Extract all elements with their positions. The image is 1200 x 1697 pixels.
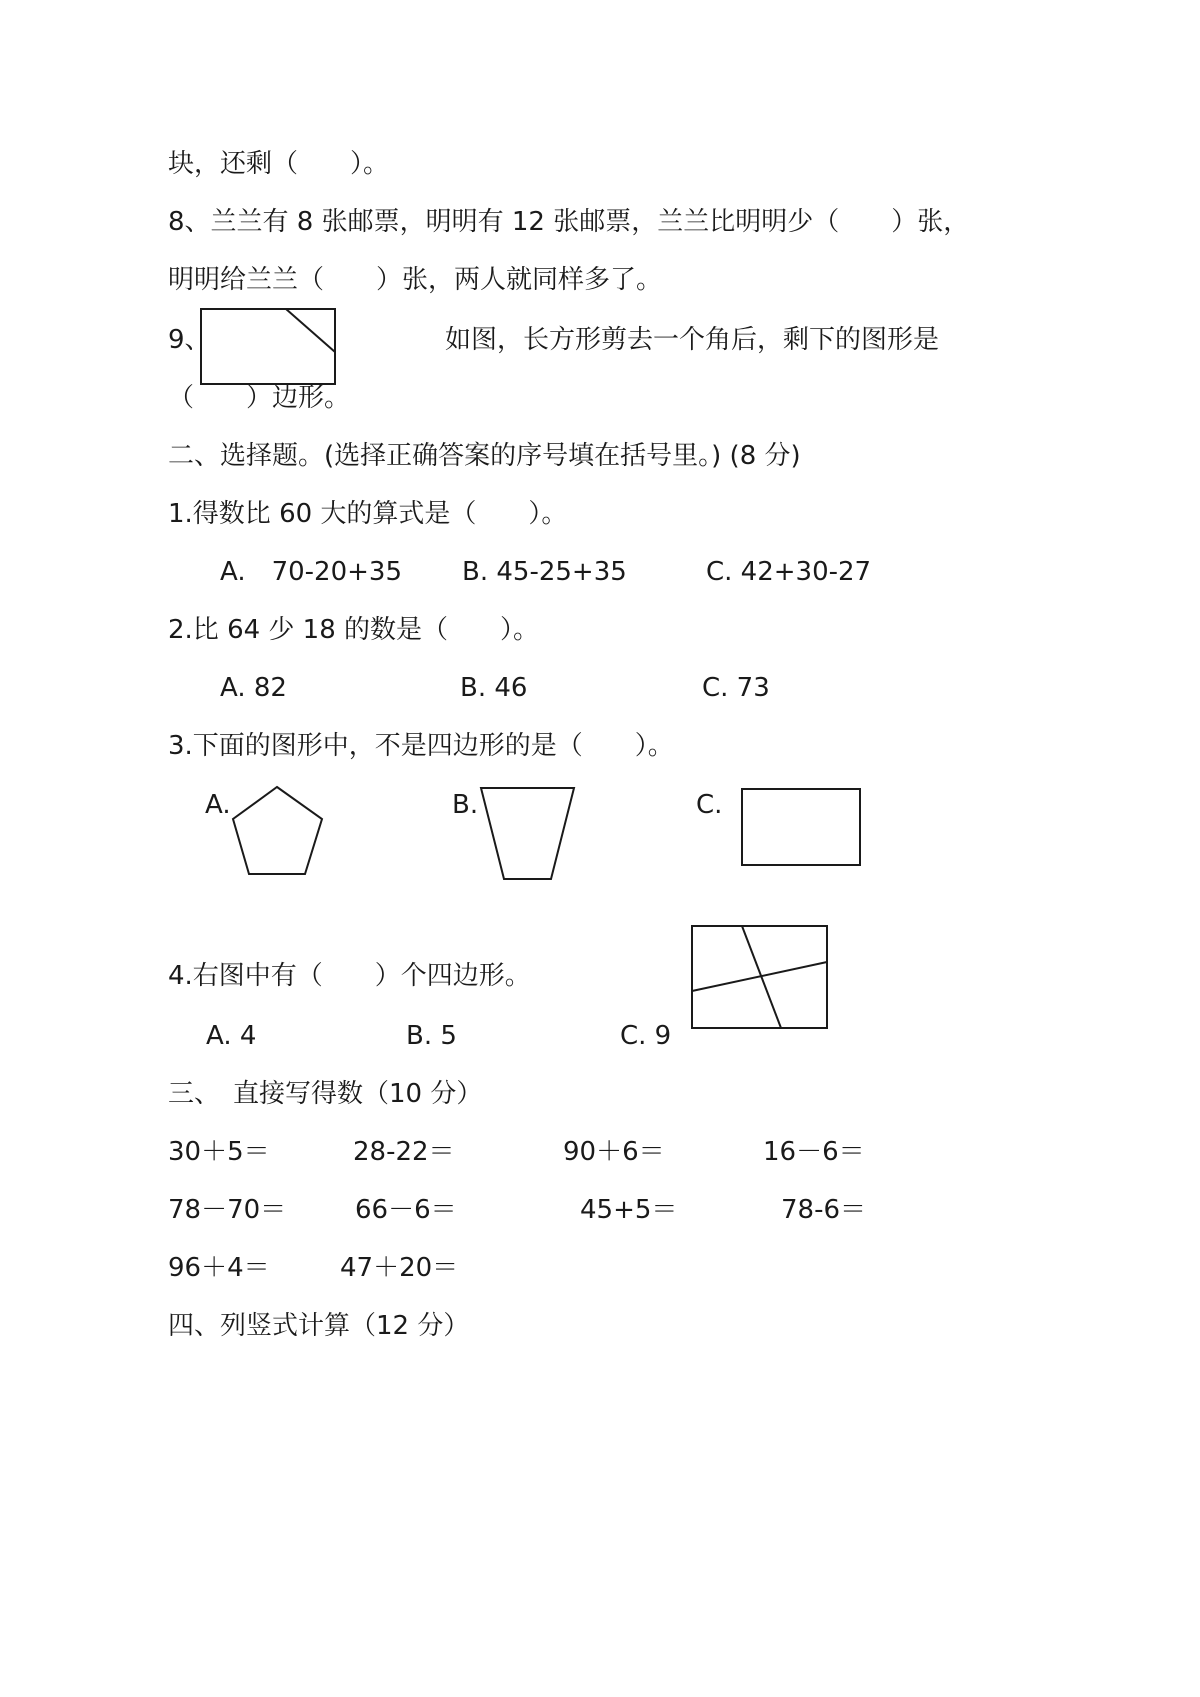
q7-tail: 块，还剩（ ）。 <box>168 149 390 179</box>
s3-r1-c4: 16－6＝ <box>763 1137 865 1167</box>
s3-r2-c1: 78－70＝ <box>168 1195 287 1225</box>
s2-q2-option-c: C. 73 <box>702 673 770 703</box>
section2-title: 二、选择题。(选择正确答案的序号填在括号里。) (8 分) <box>168 441 801 471</box>
s3-r1-c1: 30＋5＝ <box>168 1137 270 1167</box>
s2-q2-option-a: A. 82 <box>220 673 287 703</box>
s2-q4-stem: 4.右图中有（ ）个四边形。 <box>168 961 531 991</box>
s2-q4-option-b: B. 5 <box>406 1021 457 1051</box>
trapezoid-icon <box>479 786 577 884</box>
s2-q3-option-c: C. <box>696 790 723 820</box>
q9-number: 9、 <box>168 325 211 355</box>
s3-r1-c3: 90＋6＝ <box>563 1137 665 1167</box>
s2-q1-option-b: B. 45-25+35 <box>462 557 627 587</box>
q8-line1: 8、兰兰有 8 张邮票，明明有 12 张邮票，兰兰比明明少（ ）张， <box>168 207 970 237</box>
q9-cut-rectangle-figure <box>200 308 340 388</box>
s3-r3-c2: 47＋20＝ <box>340 1253 459 1283</box>
s3-r2-c3: 45+5＝ <box>580 1195 678 1225</box>
section3-title: 三、 直接写得数（10 分） <box>168 1079 483 1109</box>
s2-q4-option-c: C. 9 <box>620 1021 672 1051</box>
q9-rectangle-icon <box>201 309 335 384</box>
s2-q3-stem: 3.下面的图形中，不是四边形的是（ ）。 <box>168 731 674 761</box>
s2-q4-divided-rectangle-figure <box>690 924 832 1034</box>
q8-line2: 明明给兰兰（ ）张，两人就同样多了。 <box>168 265 663 295</box>
s2-q4-option-a: A. 4 <box>206 1021 257 1051</box>
rectangle-icon <box>741 788 865 870</box>
s2-q2-stem: 2.比 64 少 18 的数是（ ）。 <box>168 615 540 645</box>
s2-q2-option-b: B. 46 <box>460 673 528 703</box>
s2-q1-option-c: C. 42+30-27 <box>706 557 872 587</box>
s2-q3-option-b: B. <box>452 790 479 820</box>
s3-r2-c4: 78-6＝ <box>781 1195 867 1225</box>
q9-blank: （ ）边形。 <box>168 383 351 413</box>
s2-q1-option-a: A. 70-20+35 <box>220 557 403 587</box>
s3-r3-c1: 96＋4＝ <box>168 1253 270 1283</box>
q9-text: 如图，长方形剪去一个角后，剩下的图形是 <box>445 325 940 355</box>
s2-q3-option-a: A. <box>205 790 231 820</box>
s3-r2-c2: 66－6＝ <box>355 1195 457 1225</box>
s2-q1-stem: 1.得数比 60 大的算式是（ ）。 <box>168 499 568 529</box>
s3-r1-c2: 28-22＝ <box>353 1137 455 1167</box>
section4-title: 四、列竖式计算（12 分） <box>168 1311 470 1341</box>
pentagon-icon <box>230 784 326 880</box>
q9-cut-line <box>286 309 335 352</box>
